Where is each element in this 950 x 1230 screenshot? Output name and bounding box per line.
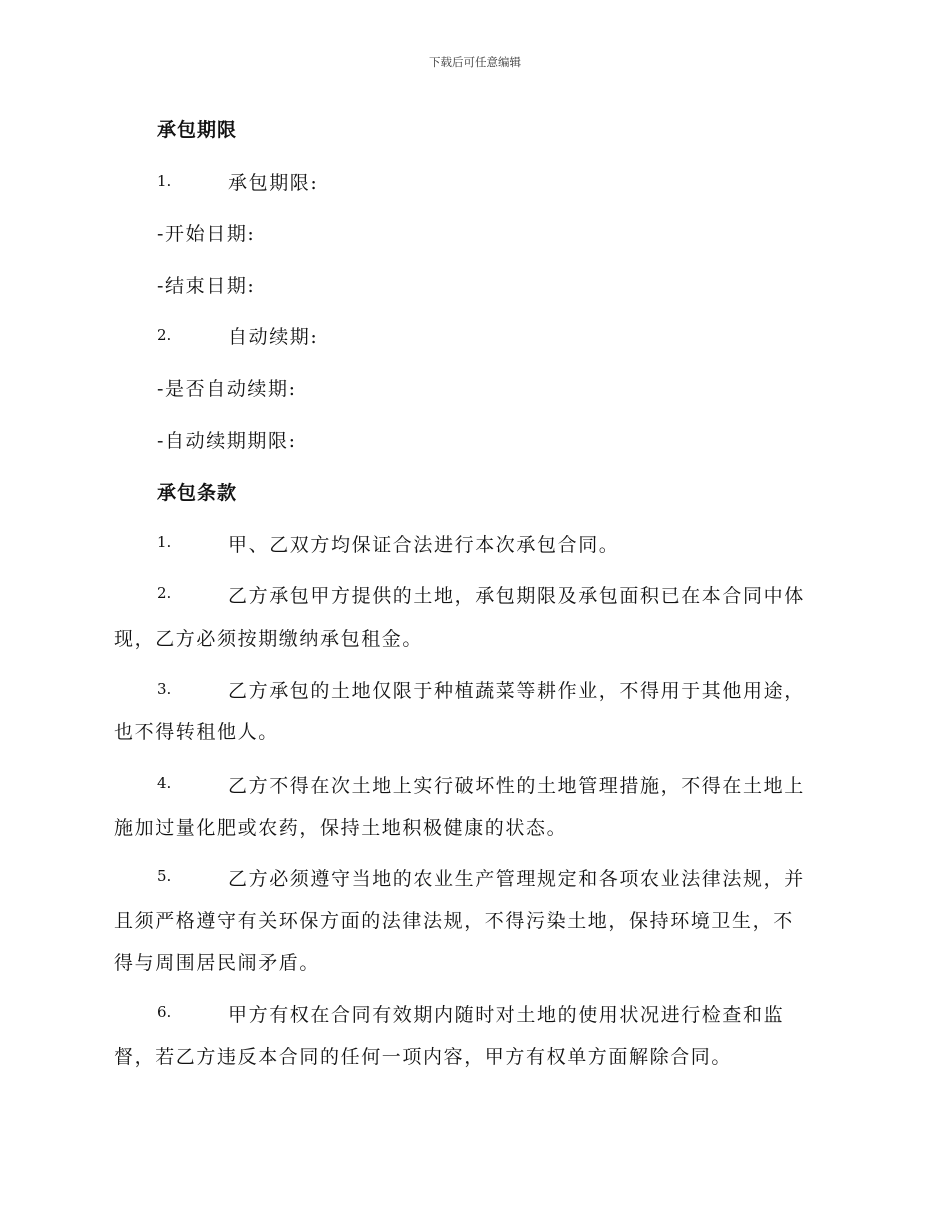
item-text: 自动续期: [228, 326, 319, 348]
page-header: 下载后可任意编辑 [429, 55, 521, 69]
section-heading-terms: 承包条款 [157, 482, 238, 504]
clause-line: 督，若乙方违反本合同的任何一项内容，甲方有权单方面解除合同。 [114, 1046, 733, 1068]
clause-number: 4. [157, 774, 172, 792]
item-number: 2. [157, 326, 172, 344]
clause-line: 也不得转租他人。 [114, 721, 279, 743]
item-text: 承包期限: [228, 172, 319, 194]
clause-line: 且须严格遵守有关环保方面的法律法规，不得污染土地，保持环境卫生，不 [114, 910, 794, 932]
clause-line: 乙方必须遵守当地的农业生产管理规定和各项农业法律法规，并 [228, 868, 805, 890]
clause-number: 5. [157, 867, 172, 885]
clause-line: 甲、乙双方均保证合法进行本次承包合同。 [228, 534, 620, 556]
clause-number: 2. [157, 584, 172, 602]
item-number: 1. [157, 172, 172, 190]
renew-period-line: -自动续期期限: [157, 430, 297, 452]
start-date-line: -开始日期: [157, 223, 256, 245]
clause-line: 施加过量化肥或农药，保持土地积极健康的状态。 [114, 817, 568, 839]
clause-number: 3. [157, 680, 172, 698]
section-heading-term: 承包期限 [157, 119, 238, 141]
clause-number: 6. [157, 1003, 172, 1021]
clause-line: 乙方承包的土地仅限于种植蔬菜等耕作业，不得用于其他用途， [228, 680, 805, 702]
clause-line: 乙方承包甲方提供的土地，承包期限及承包面积已在本合同中体 [228, 585, 805, 607]
clause-line: 甲方有权在合同有效期内随时对土地的使用状况进行检查和监 [228, 1004, 785, 1026]
clause-line: 乙方不得在次土地上实行破坏性的土地管理措施，不得在土地上 [228, 775, 805, 797]
auto-renew-line: -是否自动续期: [157, 378, 297, 400]
end-date-line: -结束日期: [157, 275, 256, 297]
clause-number: 1. [157, 533, 172, 551]
clause-line: 得与周围居民闹矛盾。 [114, 952, 321, 974]
clause-line: 现，乙方必须按期缴纳承包租金。 [114, 628, 424, 650]
